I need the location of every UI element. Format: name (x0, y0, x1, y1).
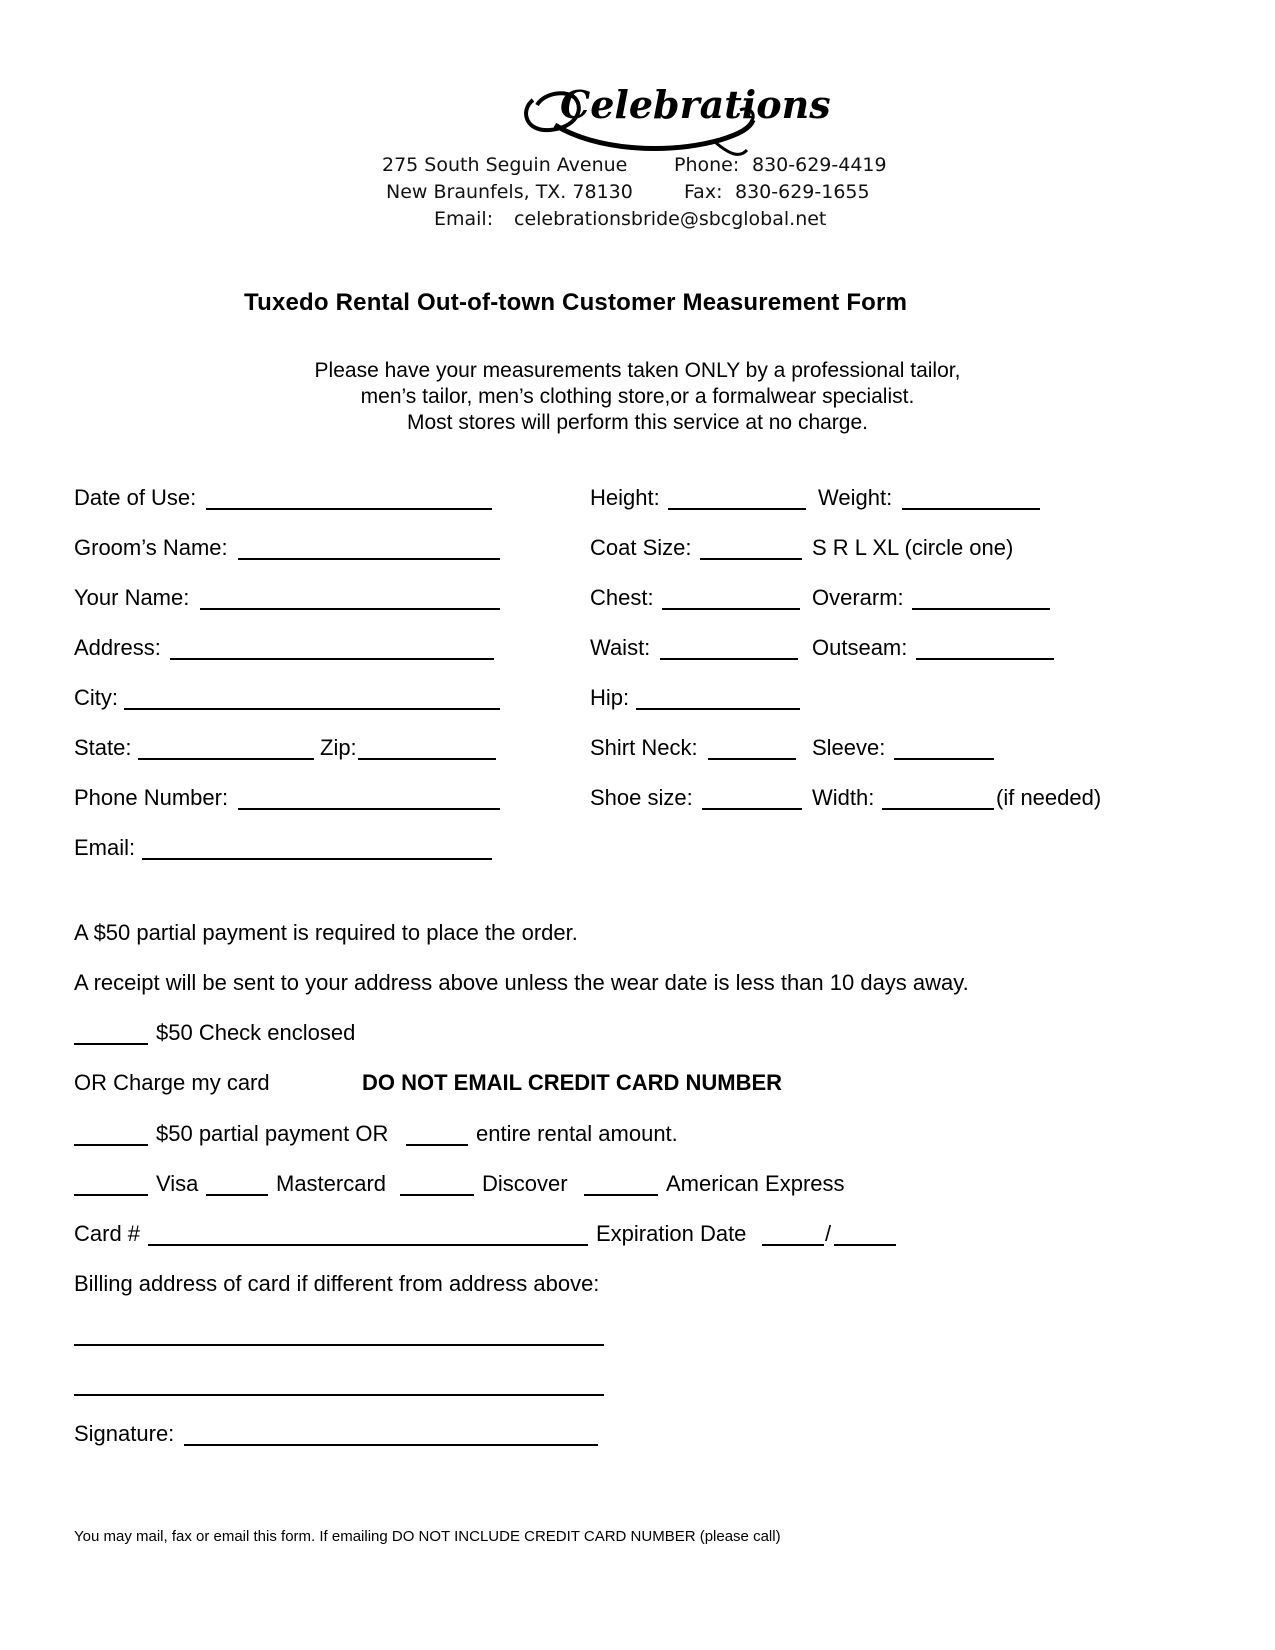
expiration-slash: / (825, 1221, 832, 1246)
fax-value: 830-629-1655 (735, 181, 870, 203)
waist-label: Waist: (590, 635, 651, 660)
celebrations-logo (515, 70, 831, 160)
state-label: State: (74, 735, 132, 760)
form-title: Tuxedo Rental Out-of-town Customer Measurement Form (244, 289, 908, 316)
fax-label: Fax: (684, 181, 723, 203)
grooms-name-field[interactable] (238, 558, 500, 560)
date-of-use-field[interactable] (206, 508, 492, 510)
amex-blank[interactable] (584, 1194, 658, 1196)
sleeve-label: Sleeve: (812, 735, 886, 760)
billing-address-label: Billing address of card if different from address above: (74, 1271, 600, 1296)
intro-line-2: men’s tailor, men’s clothing store,or a formalwear specialist. (360, 385, 915, 408)
phone-value: 830-629-4419 (752, 154, 887, 176)
address-line-2: New Braunfels, TX. 78130 (386, 181, 633, 203)
hip-field[interactable] (636, 708, 800, 710)
signature-field[interactable] (184, 1444, 598, 1446)
address-field[interactable] (170, 658, 494, 660)
billing-address-line-2[interactable] (74, 1394, 604, 1396)
partial-payment-required: A $50 partial payment is required to place the order. (74, 920, 578, 945)
intro-line-1: Please have your measurements taken ONLY by a professional tailor, (314, 359, 961, 382)
expiration-month-field[interactable] (762, 1244, 824, 1246)
width-field[interactable] (882, 808, 994, 810)
expiration-year-field[interactable] (834, 1244, 896, 1246)
visa-blank[interactable] (74, 1194, 148, 1196)
receipt-note: A receipt will be sent to your address above unless the wear date is less than 10 days away. (74, 970, 969, 995)
state-field[interactable] (138, 758, 314, 760)
footer-note: You may mail, fax or email this form. If emailing DO NOT INCLUDE CREDIT CARD NUMBER (please call) (74, 1528, 781, 1545)
coat-size-options[interactable]: S R L XL (circle one) (812, 535, 1014, 560)
signature-label: Signature: (74, 1421, 175, 1446)
visa-label: Visa (156, 1171, 199, 1196)
shirt-neck-field[interactable] (708, 758, 796, 760)
overarm-label: Overarm: (812, 585, 904, 610)
logo-text: Celebrations (560, 82, 831, 127)
grooms-name-label: Groom’s Name: (74, 535, 228, 560)
or-charge-card-label: OR Charge my card (74, 1070, 270, 1095)
chest-label: Chest: (590, 585, 654, 610)
outseam-field[interactable] (916, 658, 1054, 660)
city-label: City: (74, 685, 118, 710)
mastercard-blank[interactable] (206, 1194, 268, 1196)
billing-address-line-1[interactable] (74, 1344, 604, 1346)
height-field[interactable] (668, 508, 806, 510)
shirt-neck-label: Shirt Neck: (590, 735, 698, 760)
amex-label: American Express (666, 1171, 845, 1196)
height-label: Height: (590, 485, 660, 510)
intro-line-3: Most stores will perform this service at no charge. (407, 411, 868, 434)
if-needed-note: (if needed) (996, 785, 1102, 810)
zip-label: Zip: (320, 735, 357, 760)
address-line-1: 275 South Seguin Avenue (382, 154, 628, 176)
weight-label: Weight: (818, 485, 893, 510)
partial-payment-blank[interactable] (74, 1144, 148, 1146)
partial-payment-label: $50 partial payment OR (156, 1121, 389, 1146)
phone-label: Phone: (674, 154, 740, 176)
width-label: Width: (812, 785, 875, 810)
mastercard-label: Mastercard (276, 1171, 387, 1196)
email-field[interactable] (142, 858, 492, 860)
sleeve-field[interactable] (894, 758, 994, 760)
do-not-email-warning: DO NOT EMAIL CREDIT CARD NUMBER (362, 1070, 783, 1095)
email-field-label: Email: (74, 835, 136, 860)
shoe-size-label: Shoe size: (590, 785, 693, 810)
check-enclosed-blank[interactable] (74, 1043, 148, 1045)
email-value[interactable]: celebrationsbride@sbcglobal.net (514, 208, 827, 230)
email-label: Email: (434, 208, 494, 230)
coat-size-field[interactable] (700, 558, 802, 560)
weight-field[interactable] (902, 508, 1040, 510)
date-of-use-label: Date of Use: (74, 485, 197, 510)
phone-number-label: Phone Number: (74, 785, 229, 810)
entire-rental-blank[interactable] (406, 1144, 468, 1146)
card-number-label: Card # (74, 1221, 141, 1246)
your-name-field[interactable] (200, 608, 500, 610)
zip-field[interactable] (358, 758, 496, 760)
check-enclosed-label: $50 Check enclosed (156, 1020, 356, 1045)
address-label: Address: (74, 635, 161, 660)
phone-number-field[interactable] (238, 808, 500, 810)
chest-field[interactable] (662, 608, 800, 610)
waist-field[interactable] (660, 658, 798, 660)
your-name-label: Your Name: (74, 585, 190, 610)
discover-label: Discover (482, 1171, 568, 1196)
coat-size-label: Coat Size: (590, 535, 692, 560)
overarm-field[interactable] (912, 608, 1050, 610)
city-field[interactable] (124, 708, 500, 710)
shoe-size-field[interactable] (702, 808, 802, 810)
card-number-field[interactable] (148, 1244, 588, 1246)
entire-rental-label: entire rental amount. (476, 1121, 678, 1146)
hip-label: Hip: (590, 685, 630, 710)
outseam-label: Outseam: (812, 635, 908, 660)
expiration-label: Expiration Date (596, 1221, 747, 1246)
discover-blank[interactable] (400, 1194, 474, 1196)
